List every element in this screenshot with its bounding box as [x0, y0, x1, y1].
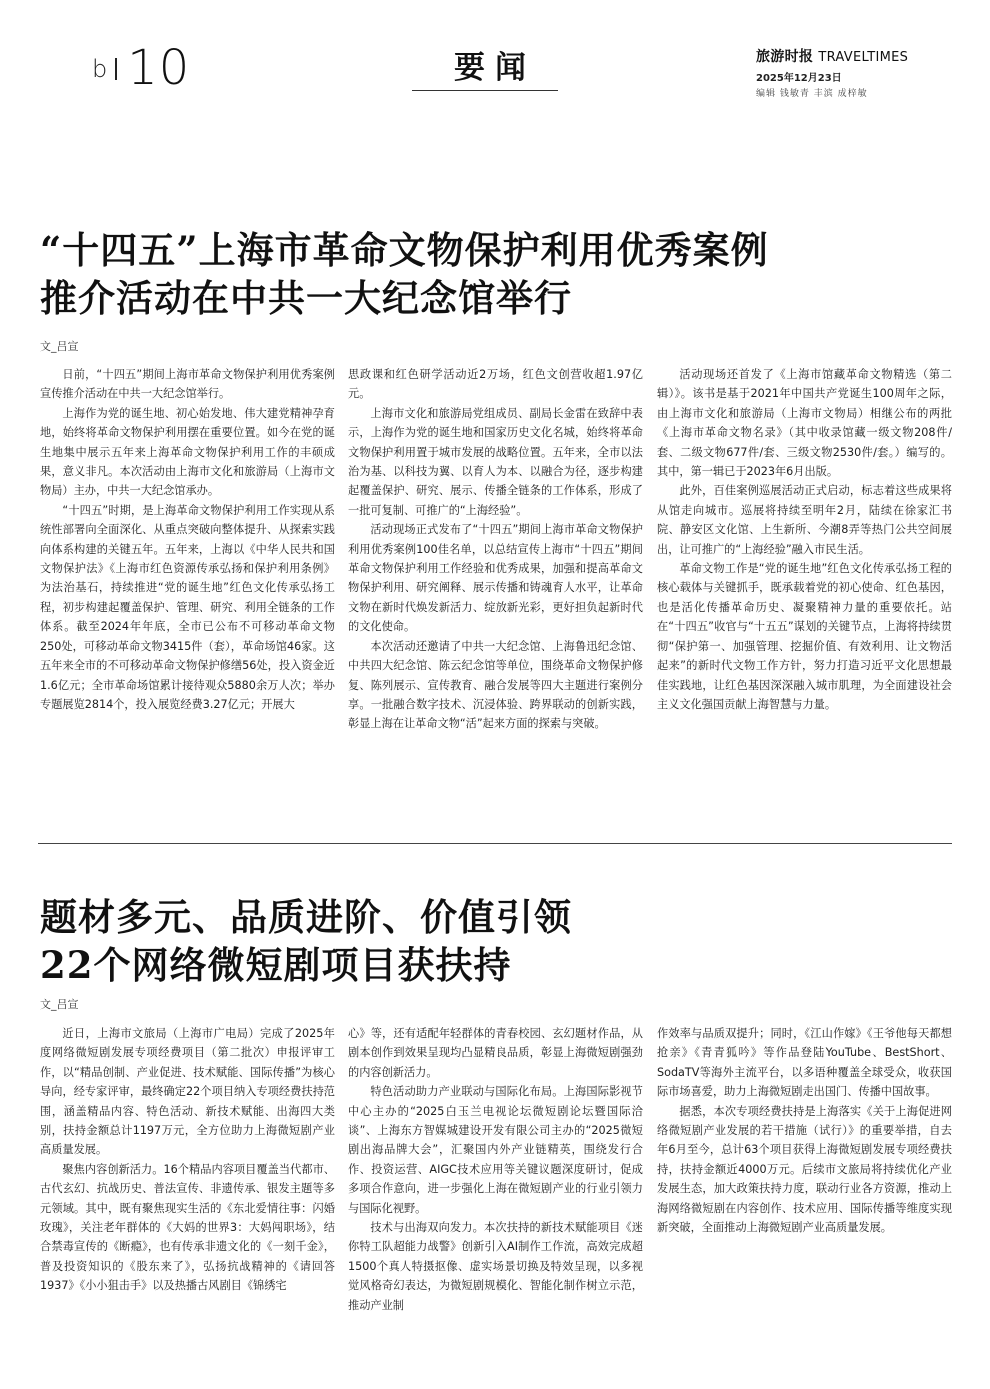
- paragraph: 此外，百佳案例巡展活动正式启动，标志着这些成果将从馆走向城市。巡展将持续至明年2月，陆续在徐家汇书院、静安区文化馆、上生新所、今潮8弄等热门公共空间展出，让可推广的“上海经验”融入市民生活。: [657, 484, 952, 556]
- section-underline: [412, 90, 558, 91]
- article2-byline: 文_吕宣: [40, 998, 79, 1011]
- article1-headline-line1: “十四五”上海市革命文物保护利用优秀案例: [40, 228, 769, 272]
- page-number: 10: [127, 40, 191, 96]
- issue-date: 2025年12月23日: [756, 73, 842, 84]
- article2-headline-line2: 22个网络微短剧项目获扶持: [40, 943, 512, 987]
- article1-column-1: [40, 365, 335, 714]
- editor-credits: 编辑 钱敏青 丰滨 成梓敏: [756, 89, 868, 99]
- page-letter: b: [92, 55, 110, 83]
- paragraph: 作效率与品质双提升；同时，《江山作嫁》《王爷他每天都想抢亲》《青青狐吟》等作品登陆YouTube、BestShort、SodaTV等海外主流平台，以多语种覆盖全球受众，收获国际市场喜爱，助力上海微短剧走出国门、传播中国故事。: [657, 1027, 952, 1099]
- article1-headline-line2: 推介活动在中共一大纪念馆举行: [40, 276, 572, 320]
- paragraph: 上海作为党的诞生地、初心始发地、伟大建党精神孕育地，始终将革命文物保护利用摆在重要位置。如今在党的诞生地集中展示五年来上海革命文物保护利用工作的丰硕成果，意义非凡。本次活动由上海市文化和旅游局（上海市文物局）主办，中共一大纪念馆承办。: [40, 406, 335, 498]
- paragraph: 近日，上海市文旅局（上海市广电局）完成了2025年度网络微短剧发展专项经费项目（第二批次）申报评审工作，以“精品创制、产业促进、技术赋能、国际传播”为核心导向，经专家评审，最终确定22个项目纳入专项经费扶持范围，涵盖精品内容、特色活动、新技术赋能、出海四大类别，扶持金额总计1197万元，全方位助力上海微短剧产业高质量发展。: [40, 1027, 335, 1157]
- article2-headline: [40, 893, 572, 989]
- paragraph: 据悉，本次专项经费扶持是上海落实《关于上海促进网络微短剧产业发展的若干措施（试行）》的重要举措，自去年6月至今，总计63个项目获得上海微短剧发展专项经费扶持，扶持金额近4000万元。后续市文旅局将持续优化产业发展生态，加大政策扶持力度，联动行业各方资源，推动上海网络微短剧在内容创作、技术应用、国际传播等维度实现新突破，全面推动上海微短剧产业高质量发展。: [657, 1104, 952, 1235]
- paragraph: 技术与出海双向发力。本次扶持的新技术赋能项目《迷你特工队超能力战警》创新引入AI制作工作流，高效完成超1500个真人特摄抠像、虚实场景切换及特效呈现，以多视觉风格奇幻表达，为微短剧规模化、智能化制作树立示范，推动产业制: [348, 1221, 643, 1312]
- article2-column-1: [40, 1024, 335, 1296]
- article-divider: [38, 843, 952, 844]
- article2-headline-line1: 题材多元、品质进阶、价值引领: [40, 895, 572, 939]
- newspaper-brand: [756, 46, 956, 66]
- paragraph: “十四五”时期，是上海革命文物保护利用工作实现从系统性部署向全面深化、从重点突破向整体提升、从探索实践向体系构建的关键五年。五年来，上海以《中华人民共和国文物保护法》《上海市红色资源传承弘扬和保护利用条例》为法治基石，持续推进“党的诞生地”红色文化传承弘扬工程，初步构建起覆盖保护、管理、研究、利用全链条的工作体系。截至2024年年底，全市已公布不可移动革命文物250处，可移动革命文物3415件（套），革命场馆46家。这五年来全市的不可移动革命文物保护修缮56处，投入资金近1.6亿元；全市革命场馆累计接待观众5880余万人次；举办专题展览2814个，投入展览经费3.27亿元；开展大: [40, 503, 335, 711]
- paragraph: 上海市文化和旅游局党组成员、副局长金雷在致辞中表示，上海作为党的诞生地和国家历史文化名城，始终将革命文物保护利用置于城市发展的战略位置。五年来，全市以法治为基、以科技为翼、以育人为本、以融合为径，逐步构建起覆盖保护、研究、展示、传播全链条的工作体系，形成了一批可复制、可推广的“上海经验”。: [348, 406, 643, 517]
- paragraph: 思政课和红色研学活动近2万场，红色文创营收超1.97亿元。: [348, 368, 643, 401]
- page-number-block: [92, 40, 190, 96]
- paragraph: 特色活动助力产业联动与国际化布局。上海国际影视节中心主办的“2025白玉兰电视论坛微短剧论坛暨国际洽谈”、上海东方智媒城建设开发有限公司主办的“2025微短剧出海品牌大会”，汇聚国内外产业链精英，围绕发行合作、投资运营、AIGC技术应用等关键议题深度研讨，促成多项合作意向，进一步强化上海在微短剧产业的行业引领力与国际化视野。: [348, 1085, 643, 1215]
- page-number-divider: [115, 58, 117, 80]
- paragraph: 日前，“十四五”期间上海市革命文物保护利用优秀案例宣传推介活动在中共一大纪念馆举行。: [40, 368, 335, 401]
- paragraph: 心》等，还有适配年轻群体的青春校园、玄幻题材作品，从剧本创作到效果呈现均凸显精良品质，彰显上海微短剧强劲的内容创新活力。: [348, 1027, 643, 1079]
- paragraph: 活动现场还首发了《上海市馆藏革命文物精选（第二辑）》。该书是基于2021年中国共产党诞生100周年之际，由上海市文化和旅游局（上海市文物局）相继公布的两批《上海市革命文物名录》（其中收录馆藏一级文物208件/套、二级文物677件/套、三级文物2530件/套。）编写的。其中，第一辑已于2023年6月出版。: [657, 368, 952, 479]
- paragraph: 革命文物工作是“党的诞生地”红色文化传承弘扬工程的核心载体与关键抓手，既承载着党的初心使命、红色基因，也是活化传播革命历史、凝聚精神力量的重要依托。站在“十四五”收官与“十五五”谋划的关键节点，上海将持续贯彻“保护第一、加强管理、挖掘价值、有效利用、让文物活起来”的新时代文物工作方针，努力打造习近平文化思想最佳实践地，让红色基因深深融入城市肌理，为全面建设社会主义文化强国贡献上海智慧与力量。: [657, 562, 952, 711]
- article2-column-3: [657, 1024, 952, 1237]
- brand-english: TRAVELTIMES: [818, 50, 909, 65]
- brand-chinese: 旅游时报: [756, 49, 814, 65]
- paragraph: 聚焦内容创新活力。16个精品内容项目覆盖当代都市、古代玄幻、抗战历史、普法宣传、非遗传承、银发主题等多元领域。其中，既有聚焦现实生活的《东北爱情往事：闪婚玫瑰》，关注老年群体的《大妈的世界3：大妈闯职场》，结合禁毒宣传的《断瘾》，也有传承非遗文化的《一刻千金》，普及投资知识的《股东来了》，弘扬抗战精神的《请回答1937》《小小狙击手》以及热播古风剧目《锦绣宅: [40, 1162, 335, 1293]
- section-title: 要闻: [454, 50, 536, 86]
- article1-headline: [40, 226, 769, 322]
- newspaper-brand-block: [756, 46, 956, 99]
- article1-byline: 文_吕宣: [40, 340, 79, 353]
- article1-column-2: [348, 365, 643, 734]
- paragraph: 本次活动还邀请了中共一大纪念馆、上海鲁迅纪念馆、中共四大纪念馆、陈云纪念馆等单位，围绕革命文物保护修复、陈列展示、宣传教育、融合发展等四大主题进行案例分享。一批融合数字技术、沉浸体验、跨界联动的创新实践，彰显上海在让革命文物“活”起来方面的探索与突破。: [348, 639, 643, 731]
- article1-column-3: [657, 365, 952, 714]
- article2-column-2: [348, 1024, 643, 1315]
- paragraph: 活动现场正式发布了“十四五”期间上海市革命文物保护利用优秀案例100佳名单，以总结宣传上海市“十四五”期间革命文物保护利用工作经验和优秀成果，加强和提高革命文物保护利用、研究阐释、展示传播和铸魂育人水平，让革命文物在新时代焕发新活力、绽放新光彩，更好担负起新时代的文化使命。: [348, 523, 643, 634]
